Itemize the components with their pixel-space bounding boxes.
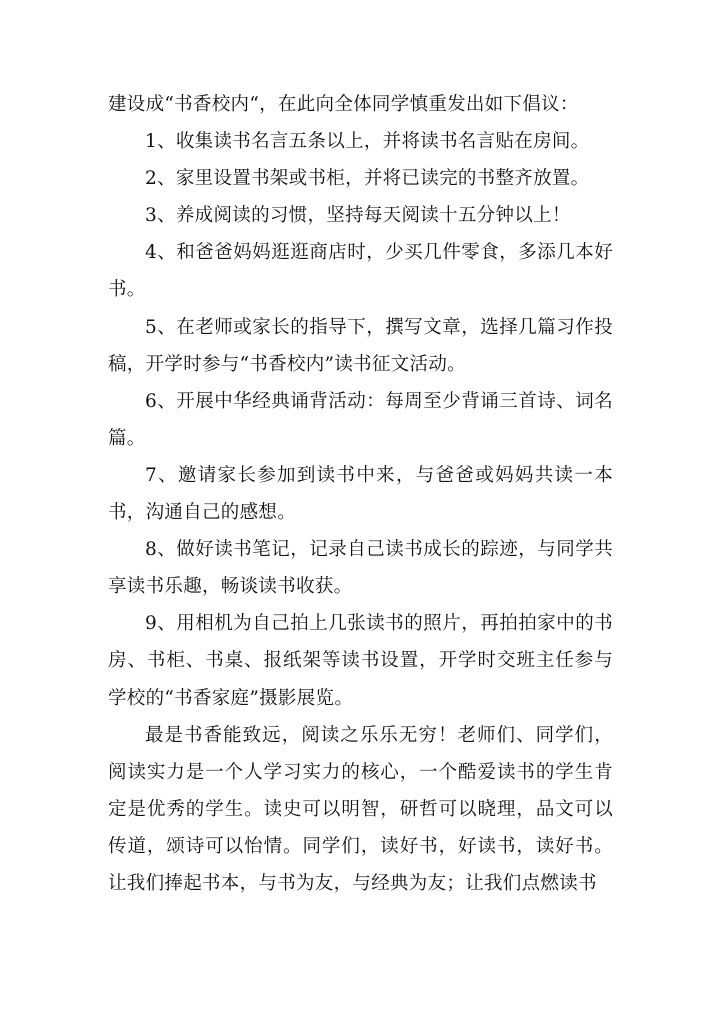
proposal-item-7: 7、邀请家长参加到读书中来，与爸爸或妈妈共读一本书，沟通自己的感想。 — [108, 464, 613, 524]
proposal-item-4: 4、和爸爸妈妈逛逛商店时，少买几件零食，多添几本好书。 — [108, 242, 613, 301]
proposal-item-3: 3、养成阅读的习惯，坚持每天阅读十五分钟以上！ — [145, 205, 571, 227]
proposal-item-2: 2、家里设置书架或书柜，并将已读完的书整齐放置。 — [145, 168, 590, 190]
proposal-item-9: 9、用相机为自己拍上几张读书的照片，再拍拍家中的书房、书柜、书桌、报纸架等读书设置，开学时交班主任参与学校的“书香家庭”摄影展览。 — [108, 613, 613, 709]
document-body — [108, 86, 613, 902]
proposal-item-1: 1、收集读书名言五条以上，并将读书名言贴在房间。 — [145, 131, 590, 153]
proposal-item-6: 6、开展中华经典诵背活动：每周至少背诵三首诗、词名篇。 — [108, 390, 613, 449]
intro-paragraph: 建设成“书香校内“，在此向全体同学慎重发出如下倡议： — [108, 94, 579, 115]
closing-paragraph: 最是书香能致远，阅读之乐乐无穷！老师们、同学们，阅读实力是一个人学习实力的核心，一个酷爱读书的学生肯定是优秀的学生。读史可以明智，研哲可以晓理，品文可以传道，颂诗可以怡情。同学们，读好书，好读书，读好书。让我们捧起书本，与书为友，与经典为友；让我们点燃读书 — [108, 724, 613, 894]
proposal-item-8: 8、做好读书笔记，记录自己读书成长的踪迹，与同学共享读书乐趣，畅谈读书收获。 — [108, 539, 613, 598]
proposal-item-5: 5、在老师或家长的指导下，撰写文章，选择几篇习作投稿，开学时参与“书香校内”读书征文活动。 — [108, 316, 613, 375]
